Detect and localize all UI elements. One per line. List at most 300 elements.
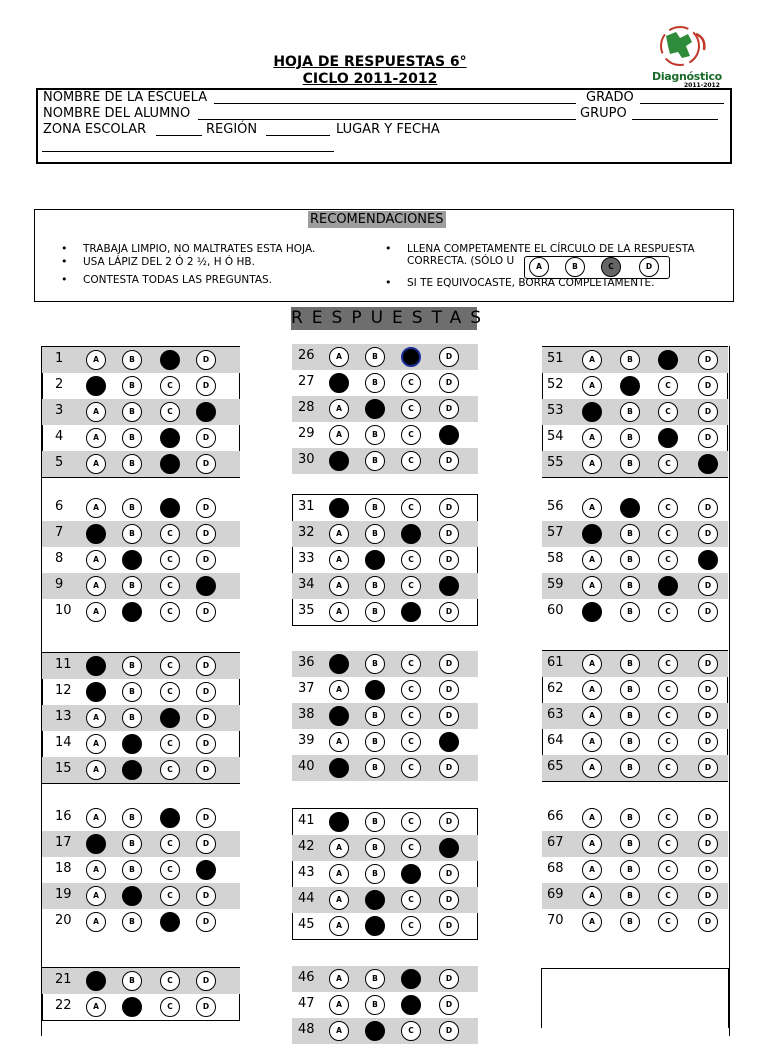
answer-bubble-b[interactable]: B bbox=[122, 808, 142, 828]
answer-bubble-d[interactable]: D bbox=[196, 834, 216, 854]
answer-bubble-b[interactable] bbox=[122, 997, 142, 1017]
answer-bubble-c[interactable]: C bbox=[658, 454, 678, 474]
answer-bubble-c[interactable]: C bbox=[658, 498, 678, 518]
answer-bubble-d[interactable]: D bbox=[439, 451, 459, 471]
answer-bubble-c[interactable]: C bbox=[401, 680, 421, 700]
answer-bubble-c[interactable] bbox=[658, 576, 678, 596]
place-date-field[interactable] bbox=[336, 122, 440, 138]
answer-bubble-d[interactable]: D bbox=[439, 758, 459, 778]
answer-bubble-d[interactable]: D bbox=[439, 995, 459, 1015]
answer-bubble-a[interactable]: A bbox=[329, 399, 349, 419]
answer-bubble-b[interactable]: B bbox=[122, 454, 142, 474]
answer-bubble-d[interactable]: D bbox=[196, 524, 216, 544]
answer-bubble-b[interactable]: B bbox=[365, 706, 385, 726]
answer-bubble-b[interactable]: B bbox=[122, 860, 142, 880]
answer-bubble-c[interactable]: C bbox=[160, 576, 180, 596]
answer-bubble-d[interactable]: D bbox=[698, 706, 718, 726]
answer-bubble-d[interactable] bbox=[196, 402, 216, 422]
answer-bubble-a[interactable]: A bbox=[582, 350, 602, 370]
answer-bubble-c[interactable]: C bbox=[401, 732, 421, 752]
answer-bubble-d[interactable]: D bbox=[698, 350, 718, 370]
answer-bubble-c[interactable] bbox=[658, 350, 678, 370]
answer-bubble-d[interactable]: D bbox=[698, 834, 718, 854]
answer-row bbox=[42, 831, 240, 857]
answer-bubble-d[interactable]: D bbox=[439, 1021, 459, 1041]
answer-bubble-c[interactable]: C bbox=[401, 576, 421, 596]
answer-bubble-a[interactable]: A bbox=[329, 995, 349, 1015]
answer-bubble-b[interactable] bbox=[122, 760, 142, 780]
region-field[interactable] bbox=[206, 122, 257, 138]
answer-bubble-b[interactable]: B bbox=[365, 602, 385, 622]
answer-bubble-b[interactable] bbox=[365, 916, 385, 936]
answer-bubble-c[interactable] bbox=[160, 808, 180, 828]
answer-bubble-b[interactable]: B bbox=[365, 732, 385, 752]
question-number: 36 bbox=[298, 655, 315, 670]
answers-section-title: RESPUESTAS bbox=[291, 308, 491, 328]
answer-bubble-a[interactable]: A bbox=[582, 550, 602, 570]
answer-bubble-a[interactable]: A bbox=[86, 498, 106, 518]
answer-bubble-c[interactable] bbox=[658, 428, 678, 448]
answer-bubble-c[interactable]: C bbox=[401, 916, 421, 936]
question-number: 44 bbox=[298, 891, 315, 906]
answer-bubble-a[interactable]: A bbox=[329, 524, 349, 544]
question-number: 56 bbox=[547, 499, 564, 514]
grade-field[interactable] bbox=[586, 90, 634, 106]
answer-bubble-c[interactable]: C bbox=[160, 834, 180, 854]
answer-bubble-a[interactable]: A bbox=[329, 969, 349, 989]
answer-bubble-d[interactable] bbox=[698, 550, 718, 570]
zone-field[interactable] bbox=[43, 122, 146, 138]
answer-bubble-d[interactable]: D bbox=[698, 376, 718, 396]
answer-bubble-b[interactable]: B bbox=[620, 680, 640, 700]
answer-bubble-a[interactable]: A bbox=[86, 912, 106, 932]
answer-bubble-b[interactable]: B bbox=[365, 347, 385, 367]
answer-bubble-a[interactable]: A bbox=[329, 347, 349, 367]
answer-bubble-d[interactable]: D bbox=[196, 350, 216, 370]
answer-row bbox=[42, 521, 240, 547]
answer-bubble-d[interactable]: D bbox=[196, 760, 216, 780]
answer-bubble-b[interactable]: B bbox=[122, 498, 142, 518]
answer-bubble-d[interactable]: D bbox=[196, 682, 216, 702]
answer-bubble-a[interactable]: A bbox=[329, 838, 349, 858]
answer-bubble-d[interactable]: D bbox=[196, 971, 216, 991]
answer-bubble-c[interactable]: C bbox=[160, 524, 180, 544]
answer-bubble-d[interactable] bbox=[439, 732, 459, 752]
answer-bubble-a[interactable]: A bbox=[582, 376, 602, 396]
answer-bubble-c[interactable]: C bbox=[658, 706, 678, 726]
answer-bubble-a[interactable]: A bbox=[582, 886, 602, 906]
answer-bubble-b[interactable]: B bbox=[365, 969, 385, 989]
answer-bubble-d[interactable]: D bbox=[698, 654, 718, 674]
answer-bubble-c[interactable]: C bbox=[160, 860, 180, 880]
answer-bubble-a[interactable] bbox=[582, 602, 602, 622]
question-number: 2 bbox=[55, 377, 64, 392]
answer-bubble-b[interactable] bbox=[122, 602, 142, 622]
answer-bubble-b[interactable]: B bbox=[365, 654, 385, 674]
answer-bubble-a[interactable]: A bbox=[86, 402, 106, 422]
answer-bubble-d[interactable]: D bbox=[698, 402, 718, 422]
school-line bbox=[214, 103, 576, 104]
answer-bubble-b[interactable]: B bbox=[365, 812, 385, 832]
answer-bubble-a[interactable]: A bbox=[86, 708, 106, 728]
recommendations-box bbox=[34, 209, 734, 302]
answer-bubble-b[interactable]: B bbox=[620, 602, 640, 622]
answer-bubble-a[interactable]: A bbox=[582, 498, 602, 518]
answer-bubble-c[interactable]: C bbox=[658, 808, 678, 828]
answer-row bbox=[542, 677, 728, 703]
answer-bubble-b[interactable] bbox=[365, 1021, 385, 1041]
question-number: 62 bbox=[547, 681, 564, 696]
answer-bubble-c[interactable]: C bbox=[658, 860, 678, 880]
answer-bubble-a[interactable]: A bbox=[329, 602, 349, 622]
answer-bubble-b[interactable]: B bbox=[365, 451, 385, 471]
answer-bubble-c[interactable]: C bbox=[160, 376, 180, 396]
answer-bubble-d[interactable]: D bbox=[439, 399, 459, 419]
answer-bubble-c[interactable]: C bbox=[401, 1021, 421, 1041]
answer-bubble-d[interactable]: D bbox=[439, 812, 459, 832]
answer-bubble-b[interactable]: B bbox=[365, 838, 385, 858]
answer-bubble-b[interactable]: B bbox=[122, 350, 142, 370]
answer-bubble-d[interactable]: D bbox=[439, 602, 459, 622]
answer-bubble-a[interactable]: A bbox=[86, 860, 106, 880]
answer-bubble-d[interactable]: D bbox=[698, 524, 718, 544]
answer-bubble-c[interactable]: C bbox=[401, 758, 421, 778]
answer-bubble-c[interactable]: C bbox=[658, 654, 678, 674]
answer-bubble-a[interactable]: A bbox=[582, 912, 602, 932]
school-label: NOMBRE DE LA ESCUELA bbox=[43, 90, 208, 105]
answer-bubble-d[interactable]: D bbox=[439, 550, 459, 570]
question-number: 42 bbox=[298, 839, 315, 854]
answer-bubble-c[interactable]: C bbox=[658, 524, 678, 544]
answer-bubble-b[interactable] bbox=[122, 886, 142, 906]
answer-bubble-c[interactable]: C bbox=[401, 373, 421, 393]
answer-bubble-c[interactable]: C bbox=[401, 399, 421, 419]
answer-bubble-b[interactable]: B bbox=[620, 732, 640, 752]
answer-bubble-c[interactable]: C bbox=[401, 425, 421, 445]
answer-row bbox=[292, 547, 478, 573]
answer-bubble-b[interactable]: B bbox=[122, 971, 142, 991]
school-field[interactable] bbox=[43, 90, 207, 106]
answer-bubble-d[interactable]: D bbox=[698, 808, 718, 828]
answer-bubble-b[interactable]: B bbox=[122, 524, 142, 544]
answer-bubble-d[interactable]: D bbox=[698, 758, 718, 778]
answer-bubble-b[interactable]: B bbox=[365, 576, 385, 596]
logo-year: 2011-2012 bbox=[684, 82, 720, 89]
student-field[interactable] bbox=[43, 106, 190, 122]
answer-bubble-d[interactable] bbox=[698, 454, 718, 474]
question-number: 69 bbox=[547, 887, 564, 902]
answer-bubble-c[interactable]: C bbox=[160, 734, 180, 754]
answer-bubble-c[interactable] bbox=[160, 350, 180, 370]
answer-bubble-b[interactable]: B bbox=[122, 708, 142, 728]
answer-bubble-c[interactable]: C bbox=[658, 680, 678, 700]
answer-bubble-a[interactable]: A bbox=[582, 680, 602, 700]
answer-bubble-c[interactable]: C bbox=[401, 890, 421, 910]
answer-bubble-d[interactable] bbox=[439, 425, 459, 445]
answer-bubble-a[interactable] bbox=[329, 706, 349, 726]
answer-bubble-c[interactable]: C bbox=[401, 812, 421, 832]
answer-bubble-a[interactable] bbox=[329, 498, 349, 518]
answer-bubble-a[interactable]: A bbox=[329, 576, 349, 596]
answer-bubble-b[interactable] bbox=[122, 550, 142, 570]
answer-bubble-b[interactable]: B bbox=[620, 454, 640, 474]
answer-bubble-c[interactable]: C bbox=[658, 376, 678, 396]
answer-bubble-b[interactable]: B bbox=[620, 912, 640, 932]
answer-row bbox=[42, 731, 240, 757]
answer-bubble-b[interactable]: B bbox=[365, 995, 385, 1015]
answer-bubble-d[interactable]: D bbox=[698, 860, 718, 880]
answer-bubble-c[interactable]: C bbox=[401, 550, 421, 570]
answer-bubble-b[interactable]: B bbox=[122, 912, 142, 932]
answer-bubble-a[interactable] bbox=[329, 654, 349, 674]
answer-bubble-d[interactable]: D bbox=[698, 576, 718, 596]
answer-bubble-b[interactable]: B bbox=[365, 425, 385, 445]
answer-bubble-a[interactable]: A bbox=[329, 890, 349, 910]
answer-bubble-d[interactable]: D bbox=[196, 997, 216, 1017]
answer-bubble-d[interactable]: D bbox=[196, 886, 216, 906]
answer-bubble-c[interactable]: C bbox=[160, 550, 180, 570]
answer-bubble-a[interactable]: A bbox=[582, 654, 602, 674]
answer-bubble-c[interactable]: C bbox=[658, 834, 678, 854]
answer-bubble-d[interactable]: D bbox=[439, 654, 459, 674]
answer-bubble-b[interactable]: B bbox=[122, 656, 142, 676]
answer-bubble-c[interactable]: C bbox=[160, 760, 180, 780]
answer-bubble-b[interactable] bbox=[365, 680, 385, 700]
answer-bubble-d[interactable]: D bbox=[439, 864, 459, 884]
answer-bubble-d[interactable]: D bbox=[439, 890, 459, 910]
answer-bubble-a[interactable] bbox=[86, 656, 106, 676]
answer-bubble-d[interactable]: D bbox=[439, 347, 459, 367]
answer-bubble-c[interactable]: C bbox=[401, 838, 421, 858]
answer-bubble-d[interactable]: D bbox=[439, 524, 459, 544]
answer-bubble-c[interactable]: C bbox=[160, 602, 180, 622]
answer-bubble-d[interactable]: D bbox=[196, 734, 216, 754]
answer-row bbox=[542, 729, 728, 755]
answer-bubble-c[interactable]: C bbox=[401, 654, 421, 674]
answer-bubble-a[interactable]: A bbox=[582, 834, 602, 854]
answer-bubble-a[interactable] bbox=[329, 812, 349, 832]
answer-bubble-b[interactable] bbox=[365, 550, 385, 570]
answer-bubble-d[interactable]: D bbox=[196, 376, 216, 396]
answer-bubble-b[interactable]: B bbox=[620, 524, 640, 544]
answer-bubble-c[interactable]: C bbox=[658, 602, 678, 622]
answer-bubble-c[interactable] bbox=[401, 969, 421, 989]
answer-bubble-a[interactable] bbox=[329, 451, 349, 471]
answer-row bbox=[542, 347, 728, 373]
answer-bubble-a[interactable]: A bbox=[582, 454, 602, 474]
answer-bubble-c[interactable] bbox=[401, 995, 421, 1015]
answer-bubble-c[interactable] bbox=[401, 347, 421, 367]
answer-bubble-a[interactable]: A bbox=[86, 350, 106, 370]
answer-bubble-b[interactable]: B bbox=[620, 402, 640, 422]
answer-bubble-a[interactable]: A bbox=[86, 734, 106, 754]
answer-bubble-d[interactable]: D bbox=[196, 656, 216, 676]
answer-bubble-b[interactable]: B bbox=[620, 706, 640, 726]
answer-bubble-b[interactable]: B bbox=[620, 808, 640, 828]
answer-bubble-b[interactable] bbox=[122, 734, 142, 754]
answer-bubble-c[interactable] bbox=[401, 524, 421, 544]
answer-bubble-a[interactable]: A bbox=[329, 732, 349, 752]
answer-bubble-a[interactable]: A bbox=[329, 680, 349, 700]
answer-bubble-a[interactable]: A bbox=[582, 860, 602, 880]
answer-bubble-c[interactable] bbox=[160, 454, 180, 474]
question-number: 27 bbox=[298, 374, 315, 389]
answer-bubble-c[interactable]: C bbox=[160, 682, 180, 702]
answer-bubble-b[interactable] bbox=[365, 399, 385, 419]
answer-bubble-a[interactable]: A bbox=[582, 428, 602, 448]
answer-bubble-c[interactable] bbox=[160, 708, 180, 728]
answer-bubble-c[interactable]: C bbox=[160, 971, 180, 991]
answer-bubble-a[interactable] bbox=[582, 524, 602, 544]
question-number: 68 bbox=[547, 861, 564, 876]
answer-bubble-d[interactable]: D bbox=[698, 498, 718, 518]
answer-bubble-b[interactable]: B bbox=[122, 576, 142, 596]
answer-bubble-b[interactable]: B bbox=[122, 834, 142, 854]
answer-bubble-a[interactable]: A bbox=[86, 808, 106, 828]
logo-text: Diagnóstico bbox=[652, 70, 722, 83]
answer-bubble-a[interactable]: A bbox=[86, 602, 106, 622]
answer-bubble-d[interactable]: D bbox=[196, 708, 216, 728]
answer-bubble-a[interactable]: A bbox=[329, 864, 349, 884]
answer-bubble-b[interactable] bbox=[620, 376, 640, 396]
answer-bubble-d[interactable]: D bbox=[439, 498, 459, 518]
answer-bubble-a[interactable] bbox=[86, 971, 106, 991]
answer-bubble-c[interactable]: C bbox=[160, 886, 180, 906]
answer-bubble-d[interactable]: D bbox=[439, 916, 459, 936]
answer-bubble-a[interactable]: A bbox=[86, 428, 106, 448]
answer-bubble-d[interactable]: D bbox=[698, 732, 718, 752]
answer-bubble-c[interactable] bbox=[401, 864, 421, 884]
answer-bubble-c[interactable]: C bbox=[658, 758, 678, 778]
answer-bubble-a[interactable] bbox=[86, 834, 106, 854]
answer-bubble-c[interactable]: C bbox=[658, 732, 678, 752]
answer-bubble-c[interactable]: C bbox=[160, 997, 180, 1017]
answer-bubble-c[interactable] bbox=[160, 912, 180, 932]
answer-bubble-d[interactable] bbox=[196, 860, 216, 880]
answer-bubble-c[interactable]: C bbox=[160, 656, 180, 676]
answer-bubble-a[interactable]: A bbox=[329, 550, 349, 570]
answer-bubble-b[interactable]: B bbox=[620, 860, 640, 880]
answer-bubble-a[interactable]: A bbox=[86, 760, 106, 780]
answer-bubble-b[interactable]: B bbox=[122, 402, 142, 422]
answer-bubble-b[interactable]: B bbox=[122, 682, 142, 702]
answer-bubble-a[interactable]: A bbox=[329, 1021, 349, 1041]
answer-bubble-c[interactable]: C bbox=[401, 451, 421, 471]
answer-bubble-a[interactable]: A bbox=[582, 576, 602, 596]
answer-row bbox=[542, 909, 728, 935]
answer-bubble-c[interactable]: C bbox=[658, 550, 678, 570]
answer-bubble-b[interactable]: B bbox=[365, 498, 385, 518]
answer-bubble-b[interactable]: B bbox=[365, 864, 385, 884]
answer-bubble-a[interactable]: A bbox=[86, 550, 106, 570]
answer-bubble-a[interactable] bbox=[329, 758, 349, 778]
answer-bubble-a[interactable]: A bbox=[86, 997, 106, 1017]
answer-bubble-b[interactable]: B bbox=[620, 654, 640, 674]
answer-bubble-b[interactable]: B bbox=[365, 524, 385, 544]
answer-bubble-a[interactable] bbox=[329, 373, 349, 393]
answer-bubble-d[interactable] bbox=[439, 576, 459, 596]
answer-row bbox=[292, 703, 478, 729]
answer-bubble-c[interactable]: C bbox=[401, 498, 421, 518]
answer-row bbox=[542, 651, 728, 677]
recommendation-item: • CONTESTA TODAS LAS PREGUNTAS. bbox=[83, 274, 272, 286]
answer-bubble-a[interactable]: A bbox=[582, 732, 602, 752]
answer-bubble-b[interactable]: B bbox=[620, 886, 640, 906]
answer-bubble-d[interactable]: D bbox=[439, 969, 459, 989]
answer-bubble-d[interactable]: D bbox=[698, 428, 718, 448]
answer-bubble-d[interactable]: D bbox=[196, 808, 216, 828]
answer-row bbox=[292, 861, 478, 887]
answer-bubble-c[interactable] bbox=[160, 498, 180, 518]
answer-bubble-d[interactable]: D bbox=[698, 886, 718, 906]
answer-bubble-b[interactable]: B bbox=[365, 758, 385, 778]
answer-bubble-a[interactable]: A bbox=[329, 425, 349, 445]
group-field[interactable] bbox=[580, 106, 627, 122]
answer-bubble-c[interactable]: C bbox=[658, 912, 678, 932]
answer-bubble-a[interactable] bbox=[86, 524, 106, 544]
answer-row bbox=[292, 573, 478, 599]
answer-bubble-d[interactable] bbox=[196, 576, 216, 596]
answer-bubble-a[interactable] bbox=[86, 682, 106, 702]
answer-bubble-d[interactable]: D bbox=[439, 680, 459, 700]
answer-bubble-b[interactable]: B bbox=[620, 550, 640, 570]
answer-bubble-c[interactable] bbox=[160, 428, 180, 448]
answer-bubble-d[interactable]: D bbox=[196, 912, 216, 932]
answer-bubble-d[interactable]: D bbox=[196, 550, 216, 570]
place-date-label: LUGAR Y FECHA bbox=[336, 122, 440, 137]
answer-bubble-a[interactable] bbox=[86, 376, 106, 396]
question-number: 19 bbox=[55, 887, 72, 902]
answer-bubble-b[interactable] bbox=[620, 498, 640, 518]
answer-bubble-a[interactable]: A bbox=[329, 916, 349, 936]
answer-bubble-c[interactable] bbox=[401, 602, 421, 622]
answer-bubble-a[interactable]: A bbox=[582, 808, 602, 828]
answer-bubble-d[interactable]: D bbox=[196, 454, 216, 474]
answer-bubble-b[interactable]: B bbox=[122, 376, 142, 396]
answer-bubble-b[interactable]: B bbox=[365, 373, 385, 393]
answer-bubble-b[interactable]: B bbox=[620, 834, 640, 854]
answer-bubble-d[interactable]: D bbox=[196, 602, 216, 622]
answer-bubble-a[interactable]: A bbox=[86, 454, 106, 474]
answer-bubble-b[interactable]: B bbox=[122, 428, 142, 448]
question-number: 64 bbox=[547, 733, 564, 748]
answer-bubble-c[interactable]: C bbox=[658, 886, 678, 906]
answer-bubble-c[interactable]: C bbox=[658, 402, 678, 422]
answer-bubble-c[interactable]: C bbox=[401, 706, 421, 726]
answer-bubble-b[interactable]: B bbox=[620, 758, 640, 778]
answer-bubble-a[interactable]: A bbox=[86, 886, 106, 906]
answer-bubble-a[interactable]: A bbox=[86, 576, 106, 596]
answer-bubble-a[interactable] bbox=[582, 402, 602, 422]
answer-row bbox=[542, 495, 728, 521]
answer-bubble-a[interactable]: A bbox=[582, 706, 602, 726]
answer-bubble-d[interactable]: D bbox=[439, 706, 459, 726]
answer-bubble-b[interactable] bbox=[365, 890, 385, 910]
answer-bubble-b[interactable]: B bbox=[620, 576, 640, 596]
answer-bubble-b[interactable]: B bbox=[620, 428, 640, 448]
answer-bubble-d[interactable]: D bbox=[698, 602, 718, 622]
answer-bubble-d[interactable] bbox=[439, 838, 459, 858]
answer-bubble-b[interactable]: B bbox=[620, 350, 640, 370]
answer-bubble-d[interactable]: D bbox=[196, 428, 216, 448]
answer-bubble-d[interactable]: D bbox=[698, 912, 718, 932]
answer-bubble-d[interactable]: D bbox=[439, 373, 459, 393]
answer-bubble-a[interactable]: A bbox=[582, 758, 602, 778]
answer-bubble-c[interactable]: C bbox=[160, 402, 180, 422]
recommendation-item: • USA LÁPIZ DEL 2 Ó 2 ½, H Ó HB. bbox=[83, 256, 255, 268]
answer-bubble-d[interactable]: D bbox=[698, 680, 718, 700]
answer-bubble-d[interactable]: D bbox=[196, 498, 216, 518]
